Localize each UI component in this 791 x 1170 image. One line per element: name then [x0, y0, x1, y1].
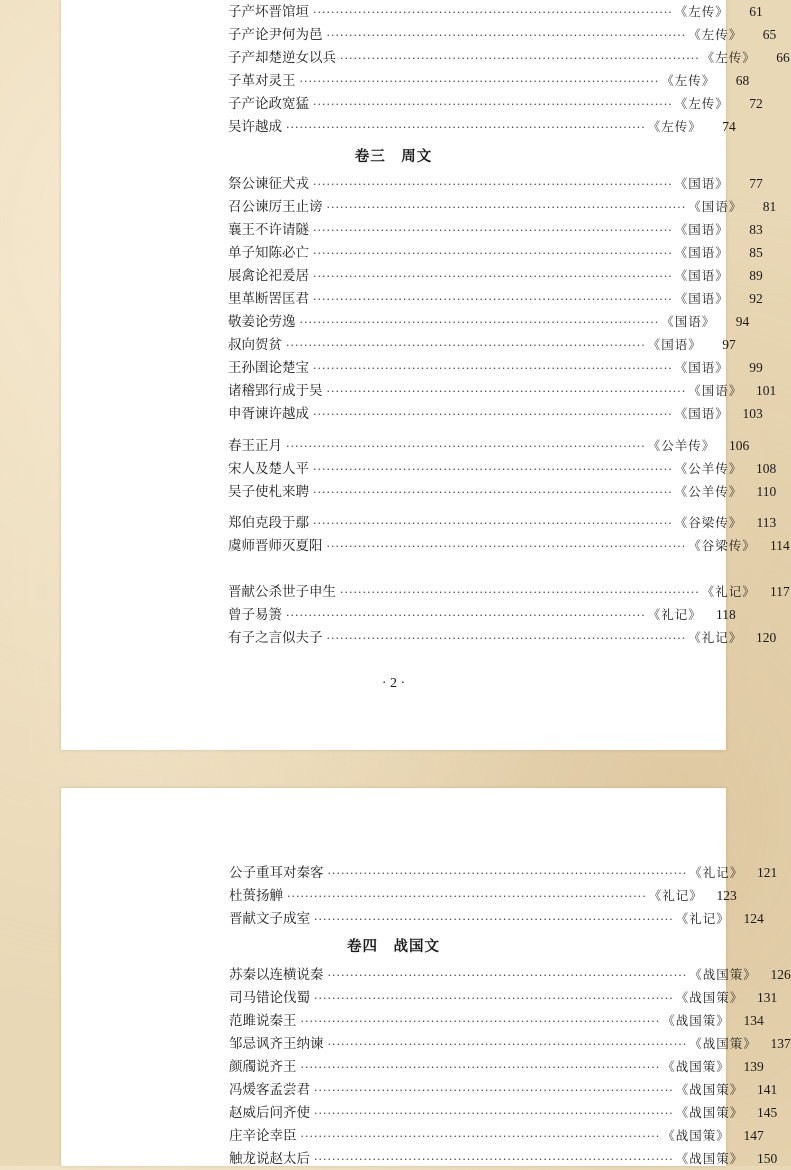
entry-title: 展禽论祀爰居 — [228, 268, 309, 284]
entry-source: 《礼记》 — [689, 865, 744, 880]
entry-title: 召公谏厉王止谤 — [228, 199, 323, 215]
dot-leader: ················································································ — [314, 1107, 674, 1120]
dot-leader: ················································································ — [340, 586, 700, 599]
entry-source: 《国语》 — [674, 268, 729, 283]
entry-title: 晋献文子成室 — [229, 911, 310, 927]
entry-page: 103 — [742, 406, 763, 421]
entry-title: 赵威后问齐使 — [229, 1105, 310, 1121]
entry-source: 《战国策》 — [662, 1128, 730, 1143]
toc-entry — [228, 628, 777, 648]
entry-title: 苏秦以连横说秦 — [229, 967, 324, 983]
entry-title: 叔向贺贫 — [228, 337, 282, 353]
entry-title: 吴子使札来聘 — [228, 484, 309, 500]
entry-title: 申胥谏许越成 — [228, 406, 309, 422]
entry-source: 《左传》 — [701, 50, 756, 65]
dot-leader: ················································································ — [286, 609, 646, 622]
dot-leader: ················································································ — [299, 316, 660, 329]
toc-entry — [228, 605, 736, 625]
toc-entry — [228, 117, 736, 137]
entry-source: 《国语》 — [661, 314, 716, 329]
entry-title: 庄辛论幸臣 — [229, 1128, 297, 1144]
dot-leader: ················································································ — [326, 201, 687, 214]
entry-source: 《战国策》 — [689, 967, 757, 982]
toc-entry — [228, 174, 763, 194]
entry-source: 《左传》 — [661, 73, 716, 88]
section-heading: 卷四 战国文 — [347, 939, 440, 955]
dot-leader: ················································································ — [314, 1084, 674, 1097]
toc-entry — [228, 436, 750, 456]
entry-title: 诸稽郢行成于吴 — [228, 383, 323, 399]
entry-title: 杜蒉扬觯 — [229, 888, 283, 904]
dot-leader: ················································································ — [300, 1061, 661, 1074]
entry-source: 《国语》 — [674, 245, 729, 260]
entry-page: 77 — [749, 176, 763, 191]
entry-title: 子产坏晋馆垣 — [228, 4, 309, 20]
entry-source: 《左传》 — [674, 96, 729, 111]
entry-page: 92 — [749, 291, 763, 306]
dot-leader: ················································································ — [340, 52, 700, 65]
entry-page: 108 — [756, 461, 777, 476]
entry-page: 123 — [716, 888, 737, 903]
toc-page-upper — [61, 0, 790, 750]
entry-page: 126 — [770, 967, 791, 982]
entry-source: 《国语》 — [674, 291, 729, 306]
entry-source: 《国语》 — [674, 360, 729, 375]
dot-leader: ················································································ — [313, 362, 673, 375]
toc-entry — [228, 335, 736, 355]
toc-entry — [228, 358, 763, 378]
dot-leader: ················································································ — [326, 632, 687, 645]
toc-entry — [228, 404, 763, 424]
entry-title: 虞师晋师灭夏阳 — [228, 538, 323, 554]
toc-entry — [229, 886, 737, 906]
entry-page: 117 — [770, 584, 790, 599]
dot-leader: ················································································ — [313, 293, 673, 306]
entry-source: 《礼记》 — [647, 607, 702, 622]
dot-leader: ················································································ — [287, 890, 647, 903]
entry-page: 134 — [743, 1013, 764, 1028]
toc-entry — [229, 863, 778, 883]
entry-source: 《战国策》 — [675, 1082, 744, 1097]
toc-entry — [228, 513, 777, 533]
dot-leader: ················································································ — [326, 385, 687, 398]
entry-title: 襄王不许请隧 — [228, 222, 309, 238]
entry-source: 《礼记》 — [701, 584, 756, 599]
toc-entry — [228, 25, 777, 45]
toc-entry — [228, 312, 750, 332]
toc-entry — [229, 1103, 778, 1123]
entry-source: 《谷梁传》 — [688, 538, 756, 553]
dot-leader: ················································································ — [286, 339, 646, 352]
entry-page: 68 — [735, 73, 750, 88]
entry-source: 《礼记》 — [688, 630, 743, 645]
entry-source: 《国语》 — [688, 383, 743, 398]
entry-title: 司马错论伐蜀 — [229, 990, 310, 1006]
entry-page: 85 — [749, 245, 763, 260]
toc-entry — [229, 1149, 778, 1169]
toc-entry — [228, 289, 763, 309]
entry-page: 89 — [749, 268, 763, 283]
entry-page: 118 — [716, 607, 736, 622]
entry-title: 里革断罟匡君 — [228, 291, 309, 307]
dot-leader: ················································································ — [314, 913, 674, 926]
entry-title: 郑伯克段于鄢 — [228, 515, 309, 531]
toc-entry — [228, 243, 763, 263]
entry-title: 子革对灵王 — [228, 73, 296, 89]
dot-leader: ················································································ — [299, 75, 660, 88]
dot-leader: ················································································ — [313, 408, 673, 421]
entry-page: 137 — [770, 1036, 791, 1051]
entry-title: 冯煖客孟尝君 — [229, 1082, 310, 1098]
entry-title: 曾子易箦 — [228, 607, 282, 623]
entry-source: 《左传》 — [647, 119, 702, 134]
entry-source: 《战国策》 — [675, 1105, 744, 1120]
entry-title: 祭公谏征犬戎 — [228, 176, 309, 192]
dot-leader: ················································································ — [314, 992, 674, 1005]
entry-page: 97 — [722, 337, 736, 352]
toc-entry — [229, 965, 791, 985]
entry-page: 139 — [743, 1059, 764, 1074]
entry-page: 99 — [749, 360, 763, 375]
entry-page: 121 — [757, 865, 778, 880]
entry-page: 114 — [770, 538, 790, 553]
entry-page: 74 — [722, 119, 736, 134]
entry-source: 《国语》 — [688, 199, 743, 214]
toc-entry — [228, 48, 790, 68]
entry-page: 65 — [762, 27, 777, 42]
entry-page: 66 — [776, 50, 790, 65]
entry-title: 触龙说赵太后 — [229, 1151, 310, 1167]
dot-leader: ················································································ — [300, 1015, 661, 1028]
dot-leader: ················································································ — [326, 29, 687, 42]
section-heading: 卷三 周文 — [354, 149, 433, 165]
dot-leader: ················································································ — [313, 224, 673, 237]
toc-entry — [229, 1034, 791, 1054]
dot-leader: ················································································ — [313, 98, 673, 111]
entry-source: 《公羊传》 — [674, 484, 743, 499]
toc-entry — [229, 1126, 764, 1146]
entry-page: 141 — [757, 1082, 778, 1097]
entry-title: 颜斶说齐王 — [229, 1059, 297, 1075]
entry-page: 145 — [757, 1105, 778, 1120]
entry-title: 邹忌讽齐王纳谏 — [229, 1036, 324, 1052]
toc-page-lower — [61, 788, 791, 1167]
entry-title: 王孙圉论楚宝 — [228, 360, 309, 376]
entry-title: 宋人及楚人平 — [228, 461, 309, 477]
entry-source: 《战国策》 — [675, 1151, 744, 1166]
dot-leader: ················································································ — [313, 486, 673, 499]
entry-source: 《战国策》 — [662, 1013, 730, 1028]
entry-source: 《战国策》 — [675, 990, 744, 1005]
toc-entry — [228, 482, 777, 502]
entry-title: 子产论尹何为邑 — [228, 27, 323, 43]
toc-entry — [229, 988, 778, 1008]
toc-entry — [228, 197, 777, 217]
dot-leader: ················································································ — [327, 867, 688, 880]
toc-entry — [228, 2, 763, 22]
toc-entry — [228, 381, 777, 401]
entry-page: 72 — [749, 96, 763, 111]
entry-source: 《左传》 — [688, 27, 743, 42]
entry-title: 晋献公杀世子申生 — [228, 584, 336, 600]
toc-entry — [229, 909, 764, 929]
toc-entry — [228, 536, 790, 556]
entry-page: 150 — [757, 1151, 778, 1166]
entry-source: 《国语》 — [647, 337, 702, 352]
entry-title: 单子知陈必亡 — [228, 245, 309, 261]
entry-source: 《礼记》 — [648, 888, 703, 903]
dot-leader: ················································································ — [327, 969, 688, 982]
entry-source: 《公羊传》 — [674, 461, 743, 476]
dot-leader: ················································································ — [300, 1130, 661, 1143]
entry-page: 113 — [756, 515, 777, 530]
entry-page: 131 — [757, 990, 778, 1005]
dot-leader: ················································································ — [286, 440, 646, 453]
toc-entry — [229, 1011, 764, 1031]
toc-entry — [228, 220, 763, 240]
dot-leader: ················································································ — [326, 540, 687, 553]
entry-page: 94 — [735, 314, 750, 329]
entry-title: 公子重耳对秦客 — [229, 865, 324, 881]
entry-source: 《国语》 — [674, 406, 729, 421]
entry-page: 61 — [749, 4, 763, 19]
toc-entry — [228, 459, 777, 479]
dot-leader: ················································································ — [327, 1038, 688, 1051]
toc-entry — [229, 1080, 778, 1100]
entry-title: 敬姜论劳逸 — [228, 314, 296, 330]
dot-leader: ················································································ — [313, 6, 673, 19]
entry-page: 124 — [743, 911, 764, 926]
entry-source: 《战国策》 — [662, 1059, 730, 1074]
entry-source: 《礼记》 — [675, 911, 730, 926]
entry-title: 范雎说秦王 — [229, 1013, 297, 1029]
entry-title: 吴许越成 — [228, 119, 282, 135]
entry-source: 《国语》 — [674, 176, 729, 191]
entry-source: 《公羊传》 — [647, 438, 716, 453]
entry-source: 《谷梁传》 — [674, 515, 743, 530]
toc-entry — [229, 1057, 764, 1077]
dot-leader: ················································································ — [313, 270, 673, 283]
entry-page: 83 — [749, 222, 763, 237]
entry-title: 春王正月 — [228, 438, 282, 454]
entry-page: 147 — [743, 1128, 764, 1143]
toc-entry — [228, 266, 763, 286]
entry-page: 110 — [756, 484, 777, 499]
dot-leader: ················································································ — [286, 121, 646, 134]
dot-leader: ················································································ — [313, 178, 673, 191]
entry-title: 有子之言似夫子 — [228, 630, 323, 646]
entry-page: 106 — [729, 438, 750, 453]
dot-leader: ················································································ — [313, 463, 673, 476]
toc-entry — [228, 94, 763, 114]
entry-source: 《战国策》 — [689, 1036, 757, 1051]
page-number: · 2 · — [381, 676, 406, 691]
entry-title: 子产却楚逆女以兵 — [228, 50, 336, 66]
entry-page: 81 — [762, 199, 777, 214]
entry-source: 《国语》 — [674, 222, 729, 237]
dot-leader: ················································································ — [314, 1153, 674, 1166]
entry-title: 子产论政宽猛 — [228, 96, 309, 112]
entry-page: 120 — [756, 630, 777, 645]
dot-leader: ················································································ — [313, 247, 673, 260]
dot-leader: ················································································ — [313, 517, 673, 530]
entry-page: 101 — [756, 383, 777, 398]
toc-entry — [228, 582, 790, 602]
toc-entry — [228, 71, 750, 91]
entry-source: 《左传》 — [674, 4, 729, 19]
